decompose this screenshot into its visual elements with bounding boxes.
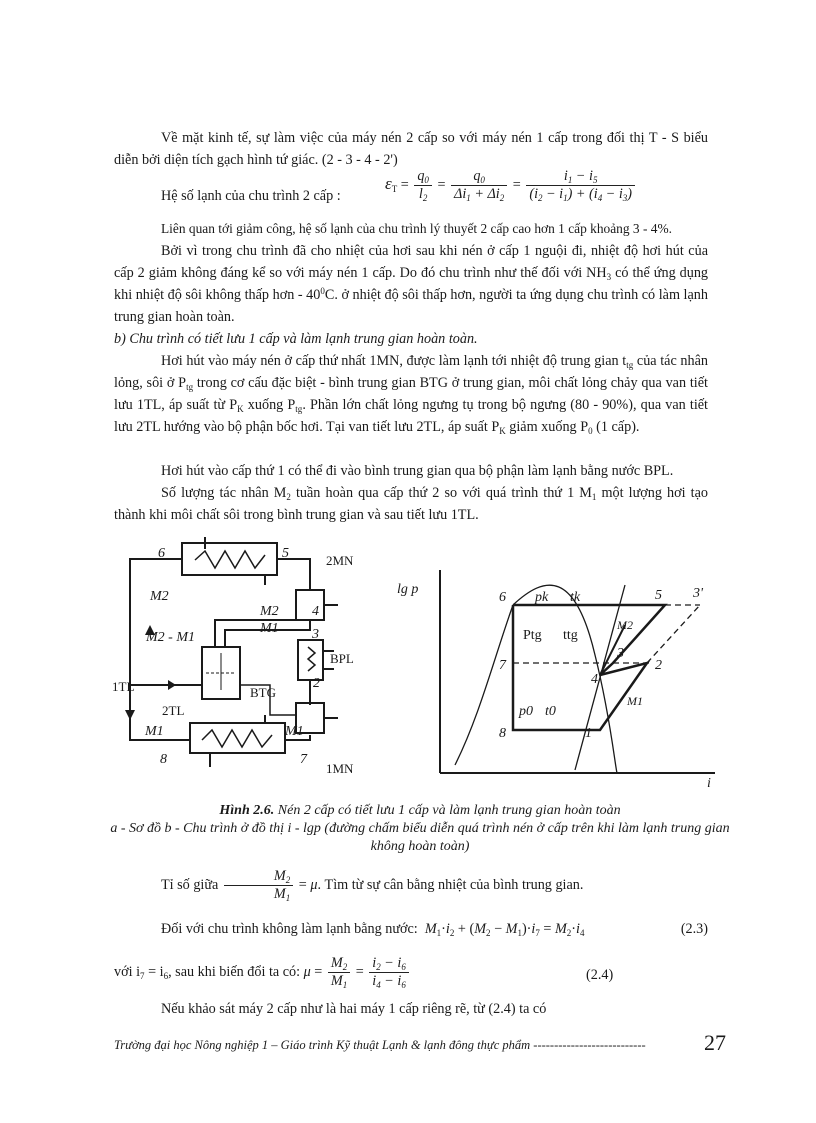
svg-text:M2: M2 [150,589,169,604]
svg-text:p0: p0 [519,704,533,719]
paragraph-two-machines: Nếu khảo sát máy 2 cấp như là hai máy 1 cấp riêng rẽ, từ (2.4) ta có [161,1001,547,1017]
svg-text:1MN: 1MN [326,761,354,776]
svg-text:M1: M1 [145,724,164,739]
svg-text:lg p: lg p [397,582,419,597]
svg-text:1: 1 [585,726,592,741]
paragraph-eq-2-3: Đối với chu trình không làm lạnh bằng nước: $M_1\cdot i_2 + (M_2 - M_1)\cdot i_7 = M_2\cdot i_4$ (2.3) [161,921,708,938]
paragraph-mass-flow: Số lượng tác nhân $M_2$ tuần hoàn qua cấp thứ 2 so với quá trình thứ 1 $M_1$ một lượng hơi tạo thành khi môi chất sôi trong bình trung gian và sau tiết lưu 1TL. [114,485,708,523]
svg-text:2MN: 2MN [326,553,354,568]
svg-text:8: 8 [499,726,506,741]
svg-text:7: 7 [300,752,307,767]
svg-text:tk: tk [570,590,581,605]
svg-text:M2 - M1: M2 - M1 [146,630,195,645]
svg-text:M1: M1 [627,694,643,708]
svg-text:3': 3' [693,586,703,601]
paragraph-bpl: Hơi hút vào cấp thứ 1 có thể đi vào bình trung gian qua bộ phận làm lạnh bằng nước BPL. [161,463,674,479]
cop-label: Hệ số lạnh của chu trình 2 cấp : [161,188,341,204]
equation-cop: $\varepsilon_T$ = $\frac{q_0}{l_2}$ = $\frac{q_0}{\Delta i_1 + \Delta i_2}$ = $\frac{i_1 - i_5}{(i_2 - i_1) + (i_4 - i_3)}$ [385,168,637,203]
svg-text:ttg: ttg [563,628,578,643]
svg-text:M1: M1 [260,621,279,636]
svg-text:M1: M1 [285,724,304,739]
svg-text:BPL: BPL [330,651,354,666]
svg-text:8: 8 [160,752,167,767]
svg-text:i: i [707,776,711,790]
svg-text:3: 3 [312,627,319,642]
svg-text:3: 3 [617,646,624,661]
paragraph-work-reduction: Liên quan tới giảm công, hệ số lạnh của chu trình lý thuyết 2 cấp cao hơn 1 cấp khoảng 3 - 4%. [161,221,672,236]
svg-text:Ptg: Ptg [523,628,542,643]
svg-text:M2: M2 [260,604,279,619]
svg-text:4: 4 [312,604,319,619]
svg-text:6: 6 [158,546,165,561]
svg-text:t0: t0 [545,704,556,719]
svg-text:6: 6 [499,590,506,605]
svg-text:7: 7 [499,658,506,673]
svg-text:2TL: 2TL [162,703,185,718]
figure-schematic [110,535,370,785]
heading-section-b: b) Chu trình có tiết lưu 1 cấp và làm lạnh trung gian hoàn toàn. [114,331,478,347]
paragraph-ratio: Tỉ số giữa $\frac{M_2}{M_1}$ = μ. Tìm từ sự cân bằng nhiệt của bình trung gian. [161,868,584,903]
svg-text:5: 5 [655,588,662,603]
svg-text:M2: M2 [617,618,633,632]
svg-text:2: 2 [313,676,320,691]
page-number: 27 [704,1030,726,1055]
svg-text:4: 4 [591,672,598,687]
svg-text:2: 2 [655,658,662,673]
figure-caption: Hình 2.6. Nén 2 cấp có tiết lưu 1 cấp và làm lạnh trung gian hoàn toàn a - Sơ đồ b - Chu trình ở đồ thị i - lgp (đường chấm biểu diễn quá trình nén ở cấp trên khi làm lạnh trung gian không hoàn toàn) [110,803,730,854]
svg-text:1TL: 1TL [112,679,135,694]
svg-text:BTG: BTG [250,685,276,700]
paragraph-economics: Về mặt kinh tế, sự làm việc của máy nén 2 cấp so với máy nén 1 cấp trong đối thị T - S biểu diễn bởi diện tích gạch hình tứ giác. (2 - 3 - 4 - 2') [114,130,708,168]
page-footer: Trường đại học Nông nghiệp 1 – Giáo trình Kỹ thuật Lạnh & lạnh đông thực phẩm --------------------------- [114,1038,646,1052]
paragraph-suction: Hơi hút vào máy nén ở cấp thứ nhất 1MN, được làm lạnh tới nhiệt độ trung gian $t_{tg}$ của tác nhân lỏng, sôi ở $P_{tg}$ trong cơ cấu đặc biệt - bình trung gian BTG ở trung gian, môi chất lỏng chảy qua van tiết lưu 1TL, áp suất từ $P_K$ xuống $P_{tg}$. Phần lớn chất lỏng ngưng tụ trong bộ ngưng (80 - 90%), qua van tiết lưu 2TL hướng vào bộ phận bốc hơi. Tại van tiết lưu 2TL, áp suất $P_K$ giảm xuống $P_0$ (1 cấp). [114,353,708,436]
svg-text:5: 5 [282,546,289,561]
figure-lgp-i-diagram [395,565,725,790]
paragraph-eq-2-4: với $i_7 = i_6$, sau khi biến đổi ta có: μ = $\frac{M_2}{M_1}$ = $\frac{i_2 - i_6}{i_4 - i_6}$ (2.4) [114,955,614,990]
paragraph-cooling: Bởi vì trong chu trình đã cho nhiệt của hơi sau khi nén ở cấp 1 nguội đi, nhiệt độ hơi hút của cấp 2 giảm không đáng kể so với máy nén 1 cấp. Do đó chu trình như thế đối với $NH_3$ có thể ứng dụng khi nhiệt độ sôi không thấp hơn - $40^0C$. ở nhiệt độ sôi thấp hơn, người ta ứng dụng chu trình có làm lạnh trung gian hoàn toàn. [114,243,709,325]
svg-text:pk: pk [535,590,549,605]
